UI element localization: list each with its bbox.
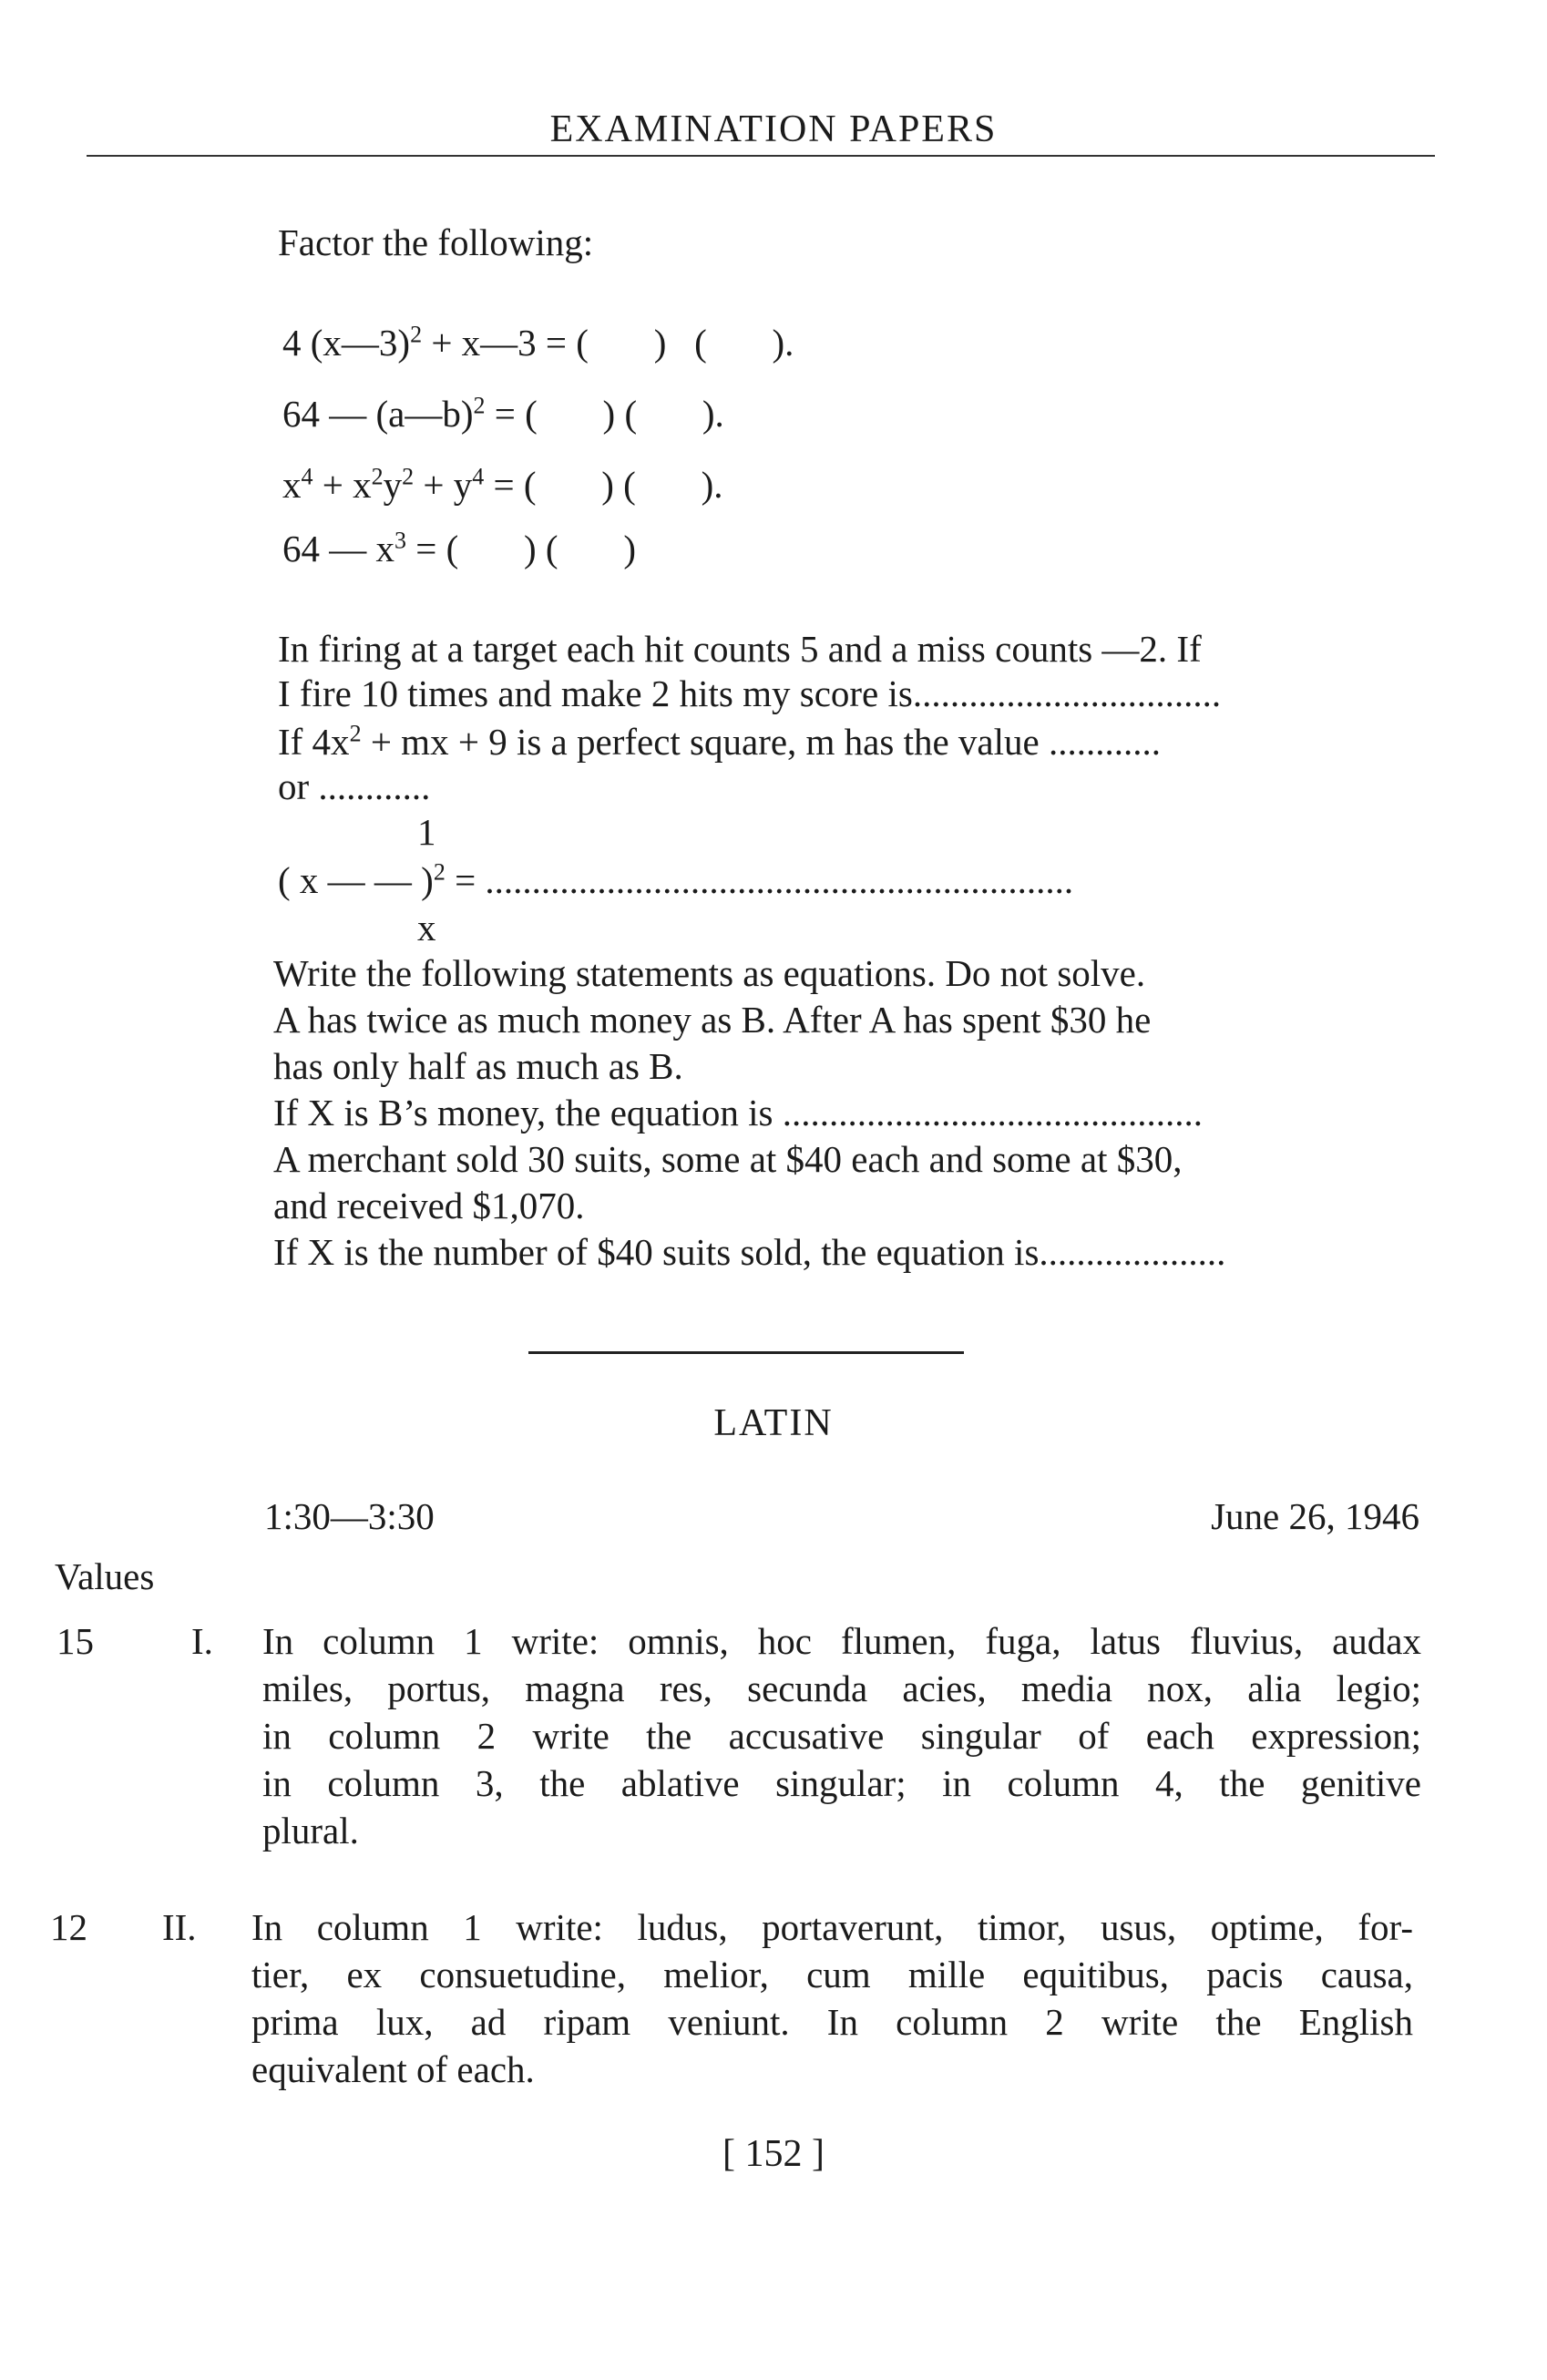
- question-2-numeral: II.: [162, 1906, 197, 1948]
- equation-1-line-3: If X is B’s money, the equation is .............................................: [273, 1092, 1203, 1134]
- page-number: [ 152 ]: [722, 2133, 825, 2175]
- exam-time: 1:30—3:30: [264, 1495, 435, 1537]
- equation-2-line-1: A merchant sold 30 suits, some at $40 each and some at $30,: [273, 1138, 1183, 1180]
- perfect-square-line: If $4x^2$ + mx + 9 is a perfect square, m has the value ............: [278, 720, 1161, 763]
- equation-2-line-2: and received $1,070.: [273, 1185, 585, 1226]
- firing-line-2: I fire 10 times and make 2 hits my score is.................................: [278, 672, 1222, 714]
- factor-item-4: 64 — $x^3$ = ( ) ( ): [282, 527, 636, 569]
- section-divider: [528, 1351, 964, 1354]
- factor-item-1: 4 (x—3)$^2$ + x—3 = ( ) ( ).: [282, 321, 794, 364]
- running-head: EXAMINATION PAPERS: [549, 108, 998, 150]
- firing-line-1: In firing at a target each hit counts 5 and a miss counts —2. If: [278, 628, 1202, 670]
- question-2-value: 12: [50, 1906, 87, 1948]
- section-title-latin: LATIN: [713, 1402, 834, 1444]
- header-rule: [87, 155, 1435, 157]
- question-1-text: In column 1 write: omnis, hoc flumen, fuga, latus fluvius, audax miles, portus, magna res, secunda acies, media nox, alia legio; in column 2 write the accusative singular of each expression; in column 3, the ablative singular; in column 4, the genitive plural.: [262, 1620, 1421, 1852]
- factor-item-2: 64 — (a—b)$^2$ = ( ) ( ).: [282, 392, 724, 435]
- fraction-expression: ( x — — )$^2$ = ...............................................................: [278, 858, 1074, 901]
- equation-2-line-3: If X is the number of $40 suits sold, the equation is....................: [273, 1231, 1226, 1273]
- factor-item-3: $x^4 + x^2y^2 + y^4$ = ( ) ( ).: [282, 463, 723, 506]
- equation-1-line-2: has only half as much as B.: [273, 1045, 683, 1087]
- exam-date: June 26, 1946: [1211, 1495, 1419, 1537]
- fraction-denominator: x: [417, 907, 436, 949]
- question-1-value: 15: [56, 1620, 94, 1662]
- equation-1-line-1: A has twice as much money as B. After A has spent $30 he: [273, 999, 1152, 1041]
- values-label: Values: [55, 1555, 155, 1597]
- factor-heading: Factor the following:: [278, 221, 594, 263]
- or-line: or ............: [278, 765, 431, 807]
- equations-heading: Write the following statements as equations. Do not solve.: [273, 952, 1146, 994]
- question-1-numeral: I.: [191, 1620, 213, 1662]
- question-2-text: In column 1 write: ludus, portaverunt, timor, usus, optime, for- tier, ex consuetudine, melior, cum mille equitibus, pacis causa, prima lux, ad ripam veniunt. In column 2 write the English equivalent of each.: [251, 1906, 1413, 2090]
- fraction-numerator: 1: [417, 811, 436, 853]
